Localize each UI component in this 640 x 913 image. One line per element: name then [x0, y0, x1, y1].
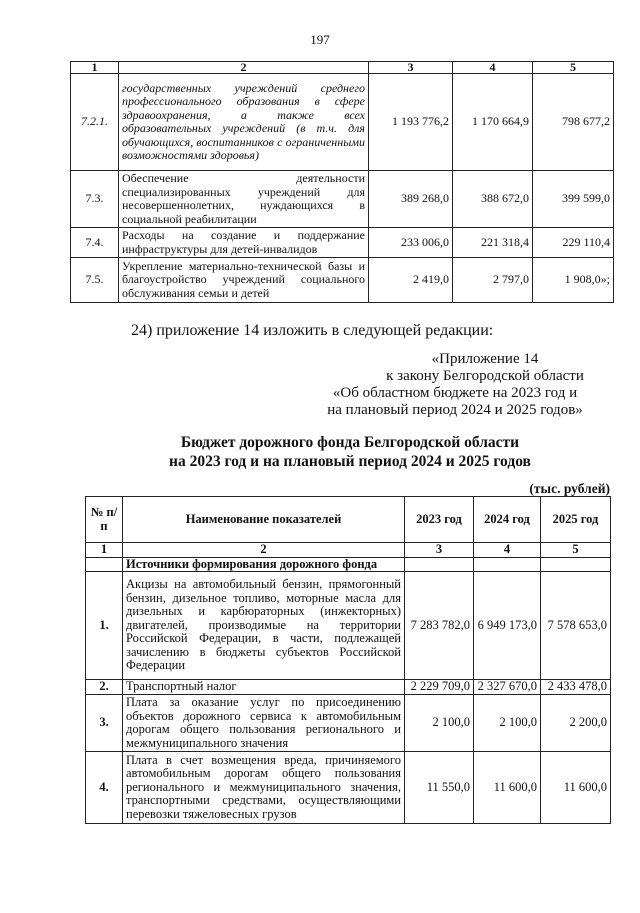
value-2023: 2 419,0: [369, 258, 453, 303]
value-2024: 1 170 664,9: [453, 74, 533, 171]
column-number-row: [71, 62, 614, 74]
value-2024: 221 318,4: [453, 228, 533, 258]
value-2023: 2 100,0: [405, 695, 474, 752]
table-row: [86, 752, 611, 824]
table-row: [86, 695, 611, 752]
row-name: государственных учреждений среднего профессионального образования в сфере здравоохранения, а также всех образовательных учреждений (в т.ч. для обучающихся, воспитанников с ограниченными возможностями здоровья): [119, 74, 369, 171]
value-2023: 11 550,0: [405, 752, 474, 824]
row-index: 2.: [86, 680, 123, 695]
continued-expenditure-table: [70, 61, 614, 303]
row-name: Акцизы на автомобильный бензин, прямогонный бензин, дизельное топливо, моторные масла для дизельных и карбюраторных (инжекторных) двигателей, производимые на территории Российской Федерации, в части, подлежащей зачислению в бюджеты субъектов Российской Федерации: [123, 572, 405, 680]
row-index: 4.: [86, 752, 123, 824]
value-2024: 11 600,0: [474, 752, 541, 824]
column-number: 4: [474, 543, 541, 558]
column-number: 4: [453, 62, 533, 74]
table-row: [86, 680, 611, 695]
column-number: 5: [541, 543, 611, 558]
value-2025: 1 908,0»;: [533, 258, 614, 303]
row-name: Плата в счет возмещения вреда, причиняемого автомобильным дорогам общего пользования регионального и межмуниципального значения, транспортными средствами, осуществляющими перевозки тяжеловесных грузов: [123, 752, 405, 824]
table-row: [71, 228, 614, 258]
table-row: [71, 258, 614, 303]
value-2023: 7 283 782,0: [405, 572, 474, 680]
amendment-instruction: 24) приложение 14 изложить в следующей редакции:: [131, 322, 494, 339]
column-number: 1: [86, 543, 123, 558]
section-empty-cell: [541, 557, 611, 572]
appendix-heading: [300, 351, 610, 419]
value-2024: 2 100,0: [474, 695, 541, 752]
row-name: Укрепление материально-технической базы и благоустройство учреждений социального обслуживания семьи и детей: [119, 258, 369, 303]
appendix-line: «Приложение 14: [431, 351, 539, 367]
column-number: 2: [119, 62, 369, 74]
row-name: Транспортный налог: [123, 680, 405, 695]
row-index: 7.2.1.: [71, 74, 119, 171]
column-number: 3: [405, 543, 474, 558]
header-2023: 2023 год: [405, 497, 474, 543]
value-2025: 798 677,2: [533, 74, 614, 171]
header-2024: 2024 год: [474, 497, 541, 543]
row-index: 7.4.: [71, 228, 119, 258]
value-2024: 388 672,0: [453, 171, 533, 228]
appendix-line: на плановый период 2024 и 2025 годов»: [327, 402, 583, 418]
header-2025: 2025 год: [541, 497, 611, 543]
value-2023: 233 006,0: [369, 228, 453, 258]
value-2025: 2 433 478,0: [541, 680, 611, 695]
appendix-line: «Об областном бюджете на 2023 год и: [332, 385, 578, 401]
section-title: Источники формирования дорожного фонда: [123, 557, 405, 572]
value-2025: 229 110,4: [533, 228, 614, 258]
value-2025: 2 200,0: [541, 695, 611, 752]
title-line: на 2023 год и на плановый период 2024 и 2025 годов: [169, 453, 531, 470]
value-2023: 389 268,0: [369, 171, 453, 228]
road-fund-budget-table: [85, 496, 611, 824]
appendix-line: к закону Белгородской области: [386, 368, 584, 384]
row-name: Плата за оказание услуг по присоединению объектов дорожного сервиса к автомобильным дорогам общего пользования регионального и межмуниципального значения: [123, 695, 405, 752]
row-index: 3.: [86, 695, 123, 752]
title-line: Бюджет дорожного фонда Белгородской области: [180, 434, 520, 451]
page-number: 197: [310, 32, 330, 47]
section-row: [86, 557, 611, 572]
column-number: 5: [533, 62, 614, 74]
value-2025: 399 599,0: [533, 171, 614, 228]
value-2023: 2 229 709,0: [405, 680, 474, 695]
row-index: 7.5.: [71, 258, 119, 303]
table-row: [71, 171, 614, 228]
header-index: № п/п: [86, 497, 123, 543]
header-name: Наименование показателей: [123, 497, 405, 543]
row-index: 7.3.: [71, 171, 119, 228]
column-number-row: [86, 543, 611, 558]
value-2024: 2 797,0: [453, 258, 533, 303]
row-index: 1.: [86, 572, 123, 680]
column-number: 3: [369, 62, 453, 74]
table-row: [71, 74, 614, 171]
column-number: 2: [123, 543, 405, 558]
table-row: [86, 572, 611, 680]
section-index-cell: [86, 557, 123, 572]
value-2023: 1 193 776,2: [369, 74, 453, 171]
value-2024: 2 327 670,0: [474, 680, 541, 695]
header-row: [86, 497, 611, 543]
units-label: (тыс. рублей): [529, 481, 610, 496]
value-2025: 11 600,0: [541, 752, 611, 824]
column-number: 1: [71, 62, 119, 74]
row-name: Расходы на создание и поддержание инфраструктуры для детей-инвалидов: [119, 228, 369, 258]
value-2025: 7 578 653,0: [541, 572, 611, 680]
section-empty-cell: [405, 557, 474, 572]
row-name: Обеспечение деятельности специализированных учреждений для несовершеннолетних, нуждающихся в социальной реабилитации: [119, 171, 369, 228]
document-title: [0, 433, 640, 471]
section-empty-cell: [474, 557, 541, 572]
value-2024: 6 949 173,0: [474, 572, 541, 680]
